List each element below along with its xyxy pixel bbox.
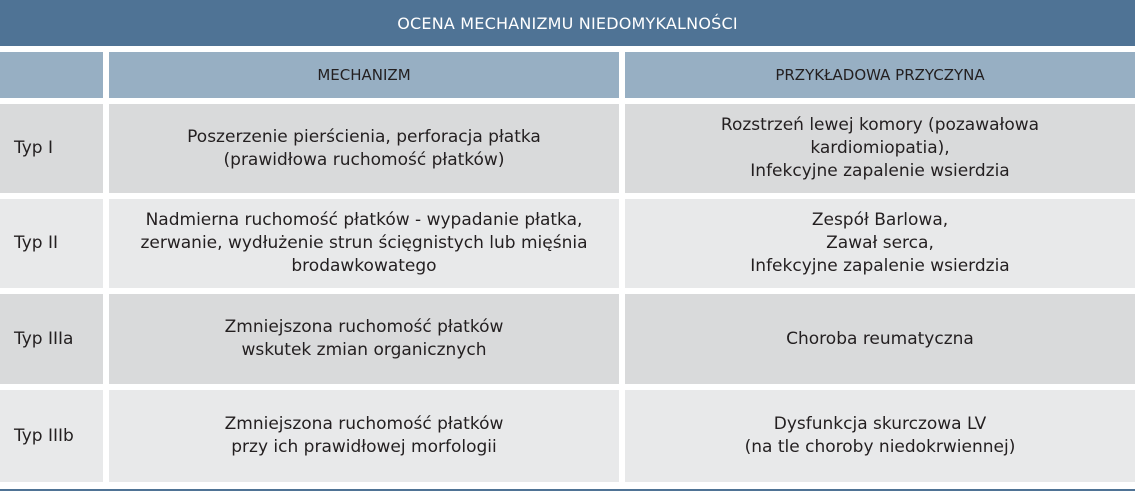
row-cause: Dysfunkcja skurczowa LV (na tle choroby niedokrwiennej) — [625, 390, 1135, 482]
row-mechanism: Nadmierna ruchomość płatków - wypadanie płatka, zerwanie, wydłużenie strun ścięgnistych lub mięśnia brodawkowatego — [109, 199, 619, 288]
row-cause: Rozstrzeń lewej komory (pozawałowa kardiomiopatia), Infekcyjne zapalenie wsierdzia — [625, 104, 1135, 193]
row-cause: Choroba reumatyczna — [625, 294, 1135, 384]
header-cell-type — [0, 52, 103, 98]
row-mechanism: Poszerzenie pierścienia, perforacja płatka (prawidłowa ruchomość płatków) — [109, 104, 619, 193]
table-title: OCENA MECHANIZMU NIEDOMYKALNOŚCI — [0, 0, 1135, 46]
row-type: Typ I — [0, 104, 103, 193]
row-type: Typ IIIa — [0, 294, 103, 384]
table-row — [0, 199, 1135, 288]
row-mechanism: Zmniejszona ruchomość płatków przy ich prawidłowej morfologii — [109, 390, 619, 482]
table-row — [0, 294, 1135, 384]
header-cell-cause: PRZYKŁADOWA PRZYCZYNA — [625, 52, 1135, 98]
header-row — [0, 52, 1135, 98]
row-type: Typ IIIb — [0, 390, 103, 482]
row-cause: Zespół Barlowa, Zawał serca, Infekcyjne zapalenie wsierdzia — [625, 199, 1135, 288]
row-type: Typ II — [0, 199, 103, 288]
bottom-divider — [0, 489, 1135, 491]
table-row — [0, 104, 1135, 193]
header-cell-mechanism: MECHANIZM — [109, 52, 619, 98]
table-row — [0, 390, 1135, 482]
row-mechanism: Zmniejszona ruchomość płatków wskutek zmian organicznych — [109, 294, 619, 384]
